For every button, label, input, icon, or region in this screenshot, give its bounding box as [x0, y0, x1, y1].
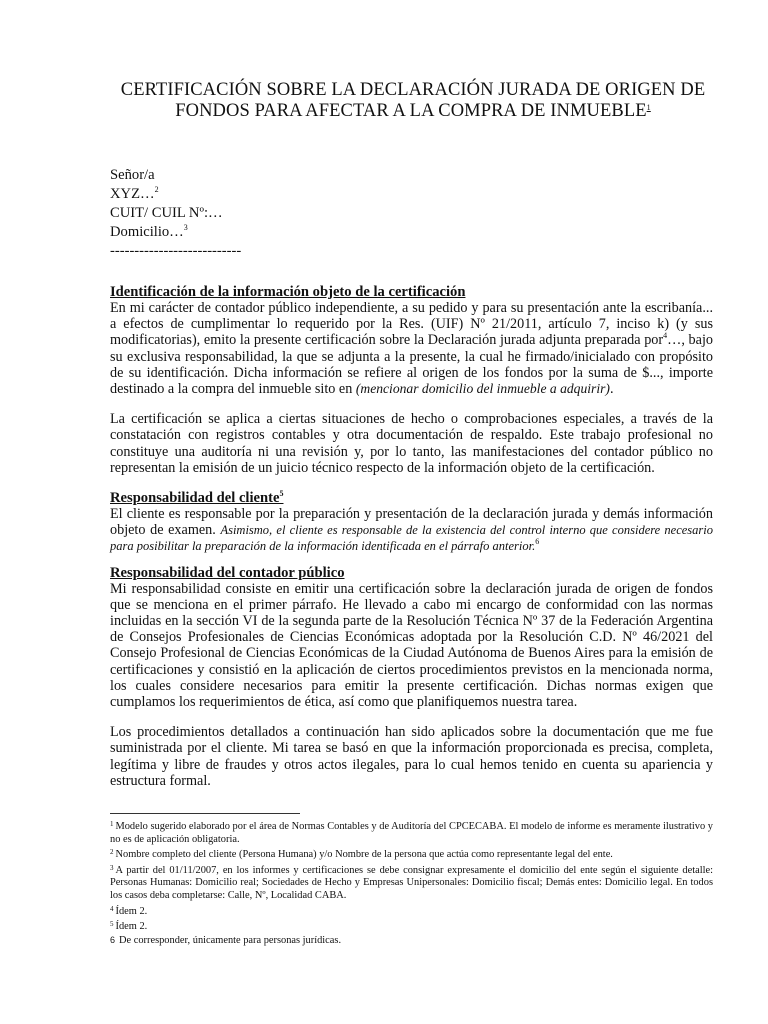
recipient-cuit: CUIT/ CUIL Nº:…	[110, 205, 223, 221]
footnote-2: $^2$ Nombre completo del cliente (Persona Humana) y/o Nombre de la persona que actúa como representante legal del ente.	[110, 848, 613, 861]
section-title-contador: Responsabilidad del contador público	[110, 564, 345, 581]
cliente-paragraph-1: El cliente es responsable por la preparación y presentación de la declaración jurada y demás información objeto de examen. Asimismo, el cliente es responsable de la existencia del control interno que considere necesario para posibilitar la preparación de la información identificada en el párrafo anterior.$^6$	[110, 506, 714, 554]
salutation: Señor/a	[110, 167, 155, 183]
footnote-3: $^3$ A partir del 01/11/2007, en los informes y certificaciones se debe consignar expresamente el domicilio del ente según el siguiente detalle: Personas Humanas: Domicilio real; Sociedades de Hecho y Empresas Unipersonales: Domicilio fiscal; Demás entes: Domicilio legal. En todos los casos deba completarse: Calle, Nº, Localidad CABA.	[110, 863, 713, 902]
section-title-cliente: Responsabilidad del cliente$^5$	[110, 489, 284, 507]
contador-paragraph-2: Los procedimientos detallados a continuación han sido aplicados sobre la documentación que me fue suministrada por el cliente. Mi tarea se basó en que la información proporcionada es precisa, completa, legítima y libre de fraudes y otros actos ilegales, para lo cual hemos tenido en cuenta su apariencia y estructura formal.	[110, 724, 713, 789]
address-separator: ---------------------------	[110, 243, 242, 259]
title-line-1: CERTIFICACIÓN SOBRE LA DECLARACIÓN JURADA DE ORIGEN DE	[120, 80, 706, 100]
footnote-6: 6 De corresponder, únicamente para personas jurídicas.	[110, 934, 342, 946]
footnote-4: $^4$ Ídem 2.	[110, 904, 148, 917]
footnote-5: $^5$ Ídem 2.	[110, 920, 148, 933]
footnotes	[110, 818, 713, 947]
section-title-identificacion: Identificación de la información objeto de la certificación	[110, 284, 466, 300]
recipient-address: Domicilio…$^3$	[110, 223, 188, 240]
footnote-1: $^1$ Modelo sugerido elaborado por el área de Normas Contables y de Auditoría del CPCECABA. El modelo de informe es meramente ilustrativo y no es de aplicación obligatoria.	[110, 820, 713, 845]
address-footnote-ref: 3	[183, 223, 188, 232]
contador-paragraph-1: Mi responsabilidad consiste en emitir una certificación sobre la declaración jurada de origen de fondos que se menciona en el primer párrafo. He llevado a cabo mi encargo de conformidad con las normas incluidas en la sección VI de la segunda parte de la Resolución Técnica Nº 37 de la Federación Argentina de Consejos Profesionales de Ciencias Económicas adoptada por la Resolución C.D. Nº 46/2021 del Consejo Profesional de Ciencias Económicas de la Ciudad Autónoma de Buenos Aires para la emisión de certificaciones y consistió en la aplicación de ciertos procedimientos previstos en la mencionada norma, los cuales considere necesarios para emitir la presente certificación. Dichas normas exigen que cumplamos los requerimientos de ética, así como que planifiquemos nuestra tarea.	[110, 580, 713, 711]
title-footnote-ref: 1	[646, 103, 651, 112]
recipient-block	[110, 166, 713, 261]
footnote-divider	[110, 813, 300, 814]
recipient-name: XYZ…$^2$	[110, 185, 159, 202]
identificacion-paragraph-1: En mi carácter de contador público independiente, a su pedido y para su presentación ante la escribanía... a efectos de cumplimentar lo requerido por la Res. (UIF) Nº 21/2011, artículo 7, inciso k) (y sus modificatorias), emito la presente certificación sobre la Declaración jurada adjunta preparada por$^4$…, bajo su exclusiva responsabilidad, la que se adjunta a la presente, la cual he firmado/inicialado con propósito de su identificación. Dicha información se refiere al origen de los fondos por la suma de $..., importe destinado a la compra del inmueble sito en (mencionar domicilio del inmueble a adquirir).	[110, 300, 713, 398]
name-footnote-ref: 2	[154, 185, 159, 194]
identificacion-paragraph-2: La certificación se aplica a ciertas situaciones de hecho o comprobaciones especiales, a través de la constatación con registros contables y otra documentación de respaldo. Este trabajo profesional no constituye una auditoría ni una revisión y, por lo tanto, las manifestaciones del contador público no representan la emisión de un juicio técnico respecto de la información objeto de la certificación.	[110, 411, 713, 476]
document-title	[102, 80, 724, 122]
title-line-2: FONDOS PARA AFECTAR A LA COMPRA DE INMUEBLE	[175, 101, 647, 121]
